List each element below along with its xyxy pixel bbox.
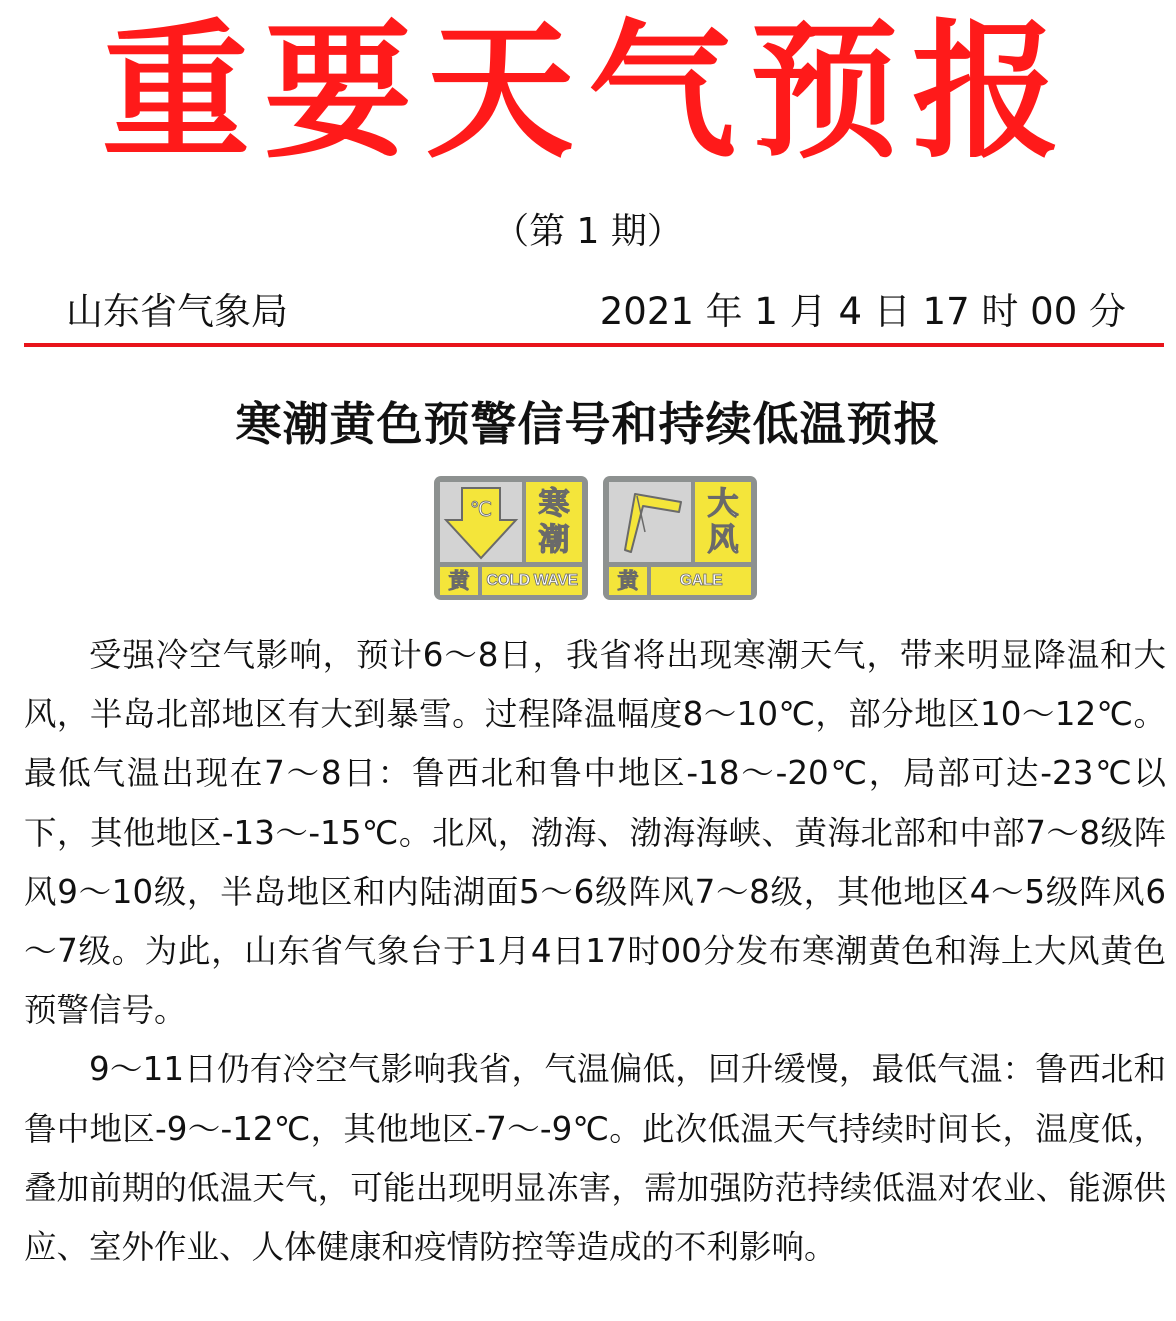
headline: 寒潮黄色预警信号和持续低温预报 bbox=[235, 397, 941, 451]
cold-wave-chars bbox=[526, 482, 582, 562]
cold-wave-arrow-icon bbox=[440, 482, 522, 562]
signal-char: 大 bbox=[707, 486, 739, 522]
signal-level: 黄 bbox=[609, 567, 647, 595]
cold-wave-signal bbox=[434, 476, 588, 600]
masthead-title: 重要天气预报 bbox=[102, 6, 1074, 178]
issue-number: （第 1 期） bbox=[493, 211, 683, 252]
signal-english-label: GALE bbox=[651, 567, 751, 595]
signal-level: 黄 bbox=[440, 567, 478, 595]
signal-char: 潮 bbox=[538, 522, 570, 558]
signal-english-label: COLD WAVE bbox=[482, 567, 582, 595]
issue-datetime: 2021 年 1 月 4 日 17 时 00 分 bbox=[599, 290, 1126, 333]
signal-char: 风 bbox=[707, 522, 739, 558]
signal-char: 寒 bbox=[538, 486, 570, 522]
red-divider bbox=[24, 343, 1164, 347]
body-paragraph: 9～11日仍有冷空气影响我省，气温偏低，回升缓慢，最低气温：鲁西北和鲁中地区-9～-12℃，其他地区-7～-9℃。此次低温天气持续时间长，温度低，叠加前期的低温天气，可能出现明显冻害，需加强防范持续低温对农业、能源供应、室外作业、人体健康和疫情防控等造成的不利影响。 bbox=[24, 1050, 1166, 1267]
gale-signal bbox=[603, 476, 757, 600]
celsius-symbol: ℃ bbox=[469, 497, 493, 521]
issuer-name: 山东省气象局 bbox=[66, 290, 288, 333]
body-paragraph: 受强冷空气影响，预计6～8日，我省将出现寒潮天气，带来明显降温和大风，半岛北部地区有大到暴雪。过程降温幅度8～10℃，部分地区10～12℃。最低气温出现在7～8日：鲁西北和鲁中地区-18～-20℃，局部可达-23℃以下，其他地区-13～-15℃。北风，渤海、渤海海峡、黄海北部和中部7～8级阵风9～10级，半岛地区和内陆湖面5～6级阵风7～8级，其他地区4～5级阵风6～7级。为此，山东省气象台于1月4日17时00分发布寒潮黄色和海上大风黄色预警信号。 bbox=[24, 636, 1166, 1030]
gale-flag-icon bbox=[609, 482, 691, 562]
forecast-body bbox=[24, 626, 1166, 1277]
gale-chars bbox=[695, 482, 751, 562]
